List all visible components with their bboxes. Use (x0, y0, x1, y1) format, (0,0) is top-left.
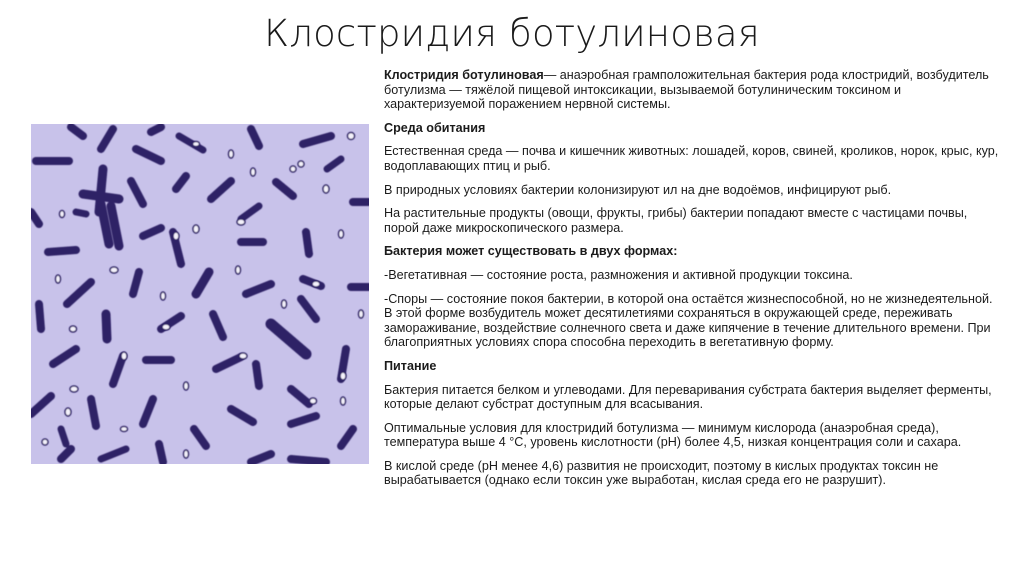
micrograph-illustration (31, 124, 369, 464)
habitat-paragraph-3: На растительные продукты (овощи, фрукты, грибы) бактерии попадают вместе с частицами почвы, порой даже микроскопического размера. (384, 206, 968, 235)
nutrition-paragraph-3: В кислой среде (pH менее 4,6) развития не происходит, поэтому в кислых продуктах токсин не вырабатывается (однако если токсин уже выработан, кислая среда его не разрушит). (384, 458, 939, 488)
intro-term: Клостридия ботулиновая (384, 68, 544, 82)
intro-definition: — анаэробная грамположительная бактерия рода клостридий, возбудитель ботулизма — тяжёлой пищевой интоксикации, вызываемой ботулиническим токсином и характеризуемой поражением нервной системы. (384, 68, 989, 112)
forms-vegetative: -Вегетативная — состояние роста, размножения и активной продукции токсина. (384, 267, 853, 282)
nutrition-paragraph-1: Бактерия питается белком и углеводами. Для переваривания субстрата бактерия выделяет ферменты, которые делают субстрат доступным для всасывания. (384, 382, 992, 412)
intro-paragraph (384, 68, 1004, 112)
habitat-paragraph-1: Естественная среда — почва и кишечник животных: лошадей, коров, свиней, кроликов, норок, крыс, кур, водоплавающих птиц и рыб. (384, 144, 999, 173)
bacteria-micrograph (31, 124, 369, 464)
slide-content (384, 68, 1004, 497)
forms-heading: Бактерия может существовать в двух формах: (384, 244, 678, 259)
nutrition-heading: Питание (384, 358, 437, 373)
nutrition-paragraph-2: Оптимальные условия для клостридий ботулизма — минимум кислорода (анаэробная среда), температура выше 4 °С, уровень кислотности (pH) более 4,5, низкая концентрация соли и сахара. (384, 420, 962, 450)
habitat-heading: Среда обитания (384, 120, 486, 135)
habitat-paragraph-2: В природных условиях бактерии колонизируют ил на дне водоёмов, инфицируют рыб. (384, 182, 892, 197)
slide-title: Клостридия ботулиновая (264, 12, 760, 55)
forms-spores: -Споры — состояние покоя бактерии, в которой она остаётся жизнеспособной, но не жизнедеятельной. В этой форме возбудитель может десятилетиями сохраняться в окружающей среде, переживать замораживание, воздействие солнечного света и даже кипячение в течение длительного времени. При благоприятных условиях спора способна переходить в вегетативную форму. (384, 291, 993, 350)
